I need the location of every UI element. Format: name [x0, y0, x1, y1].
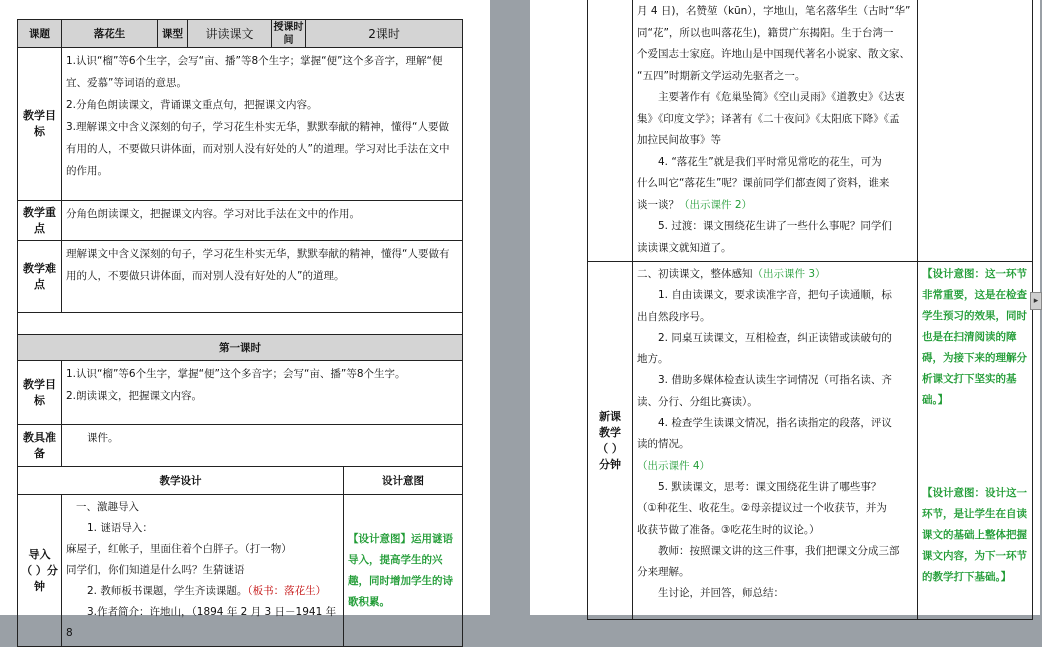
lesson-plan-table-left: [17, 19, 463, 647]
spacer-row: [18, 313, 463, 335]
q4-line-3: [637, 195, 913, 217]
topic-label: 课题: [18, 20, 62, 48]
step-line-4: 地方。: [637, 353, 669, 366]
works-line-2: 集》《印度文学》；译著有《二十夜问》《太阳底下降》《孟: [637, 112, 900, 125]
topic-value: 落花生: [62, 20, 158, 48]
document-page-left: [0, 0, 490, 639]
new-lesson-label-top: 新课教学: [599, 409, 621, 439]
new-lesson-label-bottom: 分钟: [599, 457, 621, 471]
works-line-1: 主要著作有《危巢坠简》《空山灵雨》《道教史》《达衷: [658, 91, 905, 103]
continuation-content: [633, 0, 918, 262]
new-lesson-label-mid: （ ）: [597, 441, 623, 455]
intro-line-5: [66, 581, 339, 602]
intro-line-2: 1. 谜语导入：: [87, 522, 153, 534]
new-lesson-content: [633, 262, 918, 620]
intro-line-5-text: 2. 教师板书课题，学生齐读课题。: [87, 585, 248, 597]
q4-line-1: 4. “落花生”就是我们平时常见常吃的花生，可为: [658, 155, 882, 168]
step-line-11: 收获节做了准备。③吃花生时的议论。）: [637, 523, 820, 536]
type-value: 讲读课文: [188, 20, 272, 48]
step-line-10: （①种花生、收花生。②母亲提议过一个收获节，并为: [637, 502, 887, 515]
lesson1-goals: [62, 361, 463, 425]
board-note: （板书：落花生）: [247, 585, 327, 597]
intent-2: 【设计意图：设计这一环节，是让学生在自读课文的基础上整体把握课文内容，为下一环节的教学打下基础。】: [922, 487, 1027, 583]
lesson1-goal-2: 2.朗读课文，把握课文内容。: [66, 390, 203, 402]
courseware-2-note: （出示课件 2）: [679, 198, 753, 211]
intro-line-1: 一、激趣导入: [76, 501, 139, 513]
goal-item-3: 3.理解课文中含义深刻的句子，学习花生朴实无华，默默奉献的精神，懂得“人要做有用的人，不要做只讲体面，而对别人没有好处的人”的道理。学习对比手法在文中的作用。: [66, 121, 450, 177]
new-lesson-intent: [918, 262, 1033, 620]
new-lesson-heading-text: 二、初读课文，整体感知: [637, 268, 753, 280]
hours-label: 授课时间: [273, 21, 304, 46]
type-label: 课型: [158, 20, 188, 48]
step-line-5: 3. 借助多媒体检查认读生字词情况（可指名读、齐: [658, 374, 892, 387]
intro-label-bottom: 钟: [34, 579, 45, 593]
difficulties-text: 理解课文中含义深刻的句子，学习花生朴实无华，默默奉献的精神，懂得“人要做有用的人，不要做只讲体面，而对别人没有好处的人”的道理。: [62, 241, 463, 313]
step-line-8: 读的情况。: [637, 438, 690, 451]
new-lesson-heading: [637, 264, 913, 285]
bio-line-4: “五四”时期新文学运动先驱者之一。: [637, 69, 806, 82]
bio-line-3: 个爱国志士家庭。许地山是中国现代著名小说家、散文家、: [637, 48, 910, 60]
intro-line-4: 同学们，你们知道是什么吗？生猜谜语: [66, 564, 245, 576]
intro-content: [62, 495, 344, 647]
q4-line-3-text: 谈一谈？: [637, 198, 679, 211]
lesson1-title: 第一课时: [18, 335, 463, 361]
step-line-14: 生讨论，并回答，师总结：: [658, 587, 784, 600]
intent-1: 【设计意图：这一环节非常重要，这是在检查学生预习的效果，同时也是在扫清阅读的障碍，为接下来的理解分析课文打下坚实的基础。】: [922, 268, 1027, 406]
goal-item-2: 2.分角色朗读课文，背诵课文重点句，把握课文内容。: [66, 99, 318, 111]
step-line-2: 出自然段序号。: [637, 310, 711, 323]
step-line-1: 1. 自由读课文，要求读准字音，把句子读通顺，标: [658, 289, 892, 302]
step-line-12: 教师：按照课文讲的这三件事，我们把课文分成三部: [658, 544, 900, 557]
courseware-3-note: （出示课件 3）: [752, 268, 826, 280]
intro-label-mid: （ ）分: [21, 563, 58, 577]
key-points-label: 教学重点: [18, 201, 62, 241]
intro-label: [18, 495, 62, 647]
prep-text: 课件。: [62, 425, 463, 467]
goal-item-1: 1.认识“榴”等6个生字，会写“亩、播”等8个生字；掌握“便”这个多音字，理解“便宜、爱慕”等词语的意思。: [66, 55, 443, 89]
lesson1-goal-1: 1.认识“榴”等6个生字，掌握“便”这个多音字；会写“亩、播”等8个生字。: [66, 368, 406, 380]
q5-line-2: 读读课文就知道了。: [637, 241, 732, 254]
design-header: 教学设计: [18, 467, 344, 495]
intent-header: 设计意图: [344, 467, 463, 495]
courseware-4-note: （出示课件 4）: [637, 459, 711, 472]
document-page-right: [530, 0, 1040, 615]
goals-content: [62, 48, 463, 201]
step-line-6: 读、分行、分组比赛读）。: [637, 395, 758, 408]
key-points-text: 分角色朗读课文，把握课文内容。学习对比手法在文中的作用。: [62, 201, 463, 241]
step-line-3: 2. 同桌互读课文，互相检查，纠正读错或读破句的: [658, 331, 892, 344]
new-lesson-label: [588, 262, 633, 620]
continuation-label-cell: [588, 0, 633, 262]
intro-line-3: 麻屋子，红帐子，里面住着个白胖子。（打一物）: [66, 543, 292, 555]
scroll-arrow-icon[interactable]: ▸: [1030, 292, 1042, 310]
intro-label-top: 导入: [28, 547, 51, 561]
lesson-plan-table-right: [587, 0, 1033, 620]
hours-value: 2课时: [306, 20, 463, 48]
bio-line-1: 月 4 日)，名赞堃（kūn），字地山，笔名落华生（古时“华”: [637, 5, 911, 17]
difficulties-label: 教学难点: [18, 241, 62, 313]
q4-line-2: 什么叫它“落花生”呢？课前同学们都查阅了资料，谁来: [637, 177, 890, 189]
q5-line-1: 5. 过渡：课文围绕花生讲了一些什么事呢？同学们: [658, 220, 892, 232]
step-line-7: 4. 检查学生读课文情况，指名读指定的段落，评议: [658, 417, 892, 430]
continuation-intent-cell: [918, 0, 1033, 262]
intro-line-6: 3.作者简介：许地山，（1894 年 2 月 3 日－1941 年 8: [66, 606, 337, 639]
intro-intent: 【设计意图】运用谜语导入，提高学生的兴趣，同时增加学生的诗歌积累。: [344, 495, 463, 647]
prep-label: 教具准备: [18, 425, 62, 467]
step-line-13: 分来理解。: [637, 566, 690, 579]
lesson1-goals-label: 教学目标: [18, 361, 62, 425]
goals-label: 教学目标: [18, 48, 62, 201]
bio-line-2: 同“花”，所以也叫落花生)，籍贯广东揭阳。生于台湾一: [637, 26, 894, 39]
step-line-9: 5. 默读课文，思考：课文围绕花生讲了哪些事？: [658, 480, 882, 493]
works-line-3: 加拉民间故事》等: [637, 134, 721, 146]
